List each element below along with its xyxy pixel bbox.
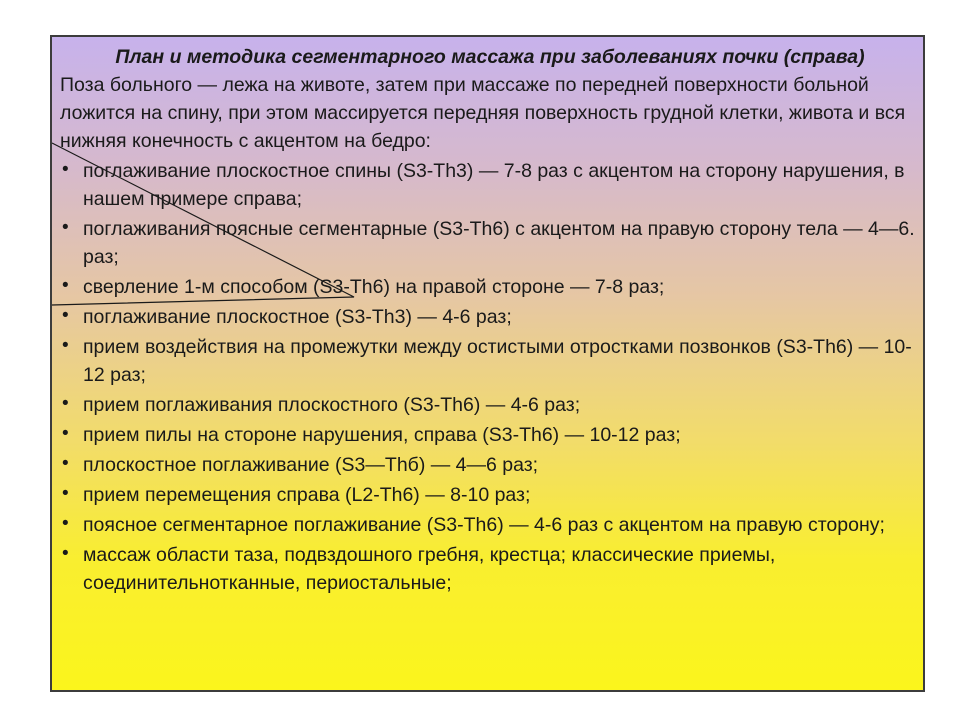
list-item: • поясное сегментарное поглаживание (S3-Th6) — 4-6 раз с акцентом на правую сторону;	[60, 511, 920, 539]
list-item: • сверление 1-м способом (S3-Th6) на правой стороне — 7-8 раз;	[60, 273, 920, 301]
intro-paragraph: Поза больного — лежа на животе, затем при массаже по передней поверхности больной ложится на спину, при этом массируется передняя поверхность грудной клетки, живота и вся нижняя конечность с акцентом на бедро:	[60, 74, 906, 152]
list-item: • прием воздействия на промежутки между остистыми отростками позвонков (S3-Th6) — 10-12 раз;	[60, 333, 920, 389]
list-item: • поглаживание плоскостное спины (S3-Th3) — 7-8 раз с акцентом на сторону нарушения, в нашем примере справа;	[60, 157, 920, 213]
list-item: • плоскостное поглаживание (S3—Thб) — 4—6 раз;	[60, 451, 920, 479]
content-panel	[50, 35, 925, 692]
list-item: • поглаживание плоскостное (S3-Th3) — 4-6 раз;	[60, 303, 920, 331]
slide-title: План и методика сегментарного массажа при заболеваниях почки (справа)	[115, 46, 865, 68]
list-item: • прием перемещения справа (L2-Th6) — 8-10 раз;	[60, 481, 920, 509]
slide-content	[60, 43, 920, 599]
steps-list	[60, 157, 920, 597]
list-item: • поглаживания поясные сегментарные (S3-Th6) с акцентом на правую сторону тела — 4—6. раз;	[60, 215, 920, 271]
list-item: • прием пилы на стороне нарушения, справа (S3-Th6) — 10-12 раз;	[60, 421, 920, 449]
list-item: • массаж области таза, подвздошного гребня, крестца; классические приемы, соединительнотканные, периостальные;	[60, 541, 920, 597]
list-item: • прием поглаживания плоскостного (S3-Th6) — 4-6 раз;	[60, 391, 920, 419]
